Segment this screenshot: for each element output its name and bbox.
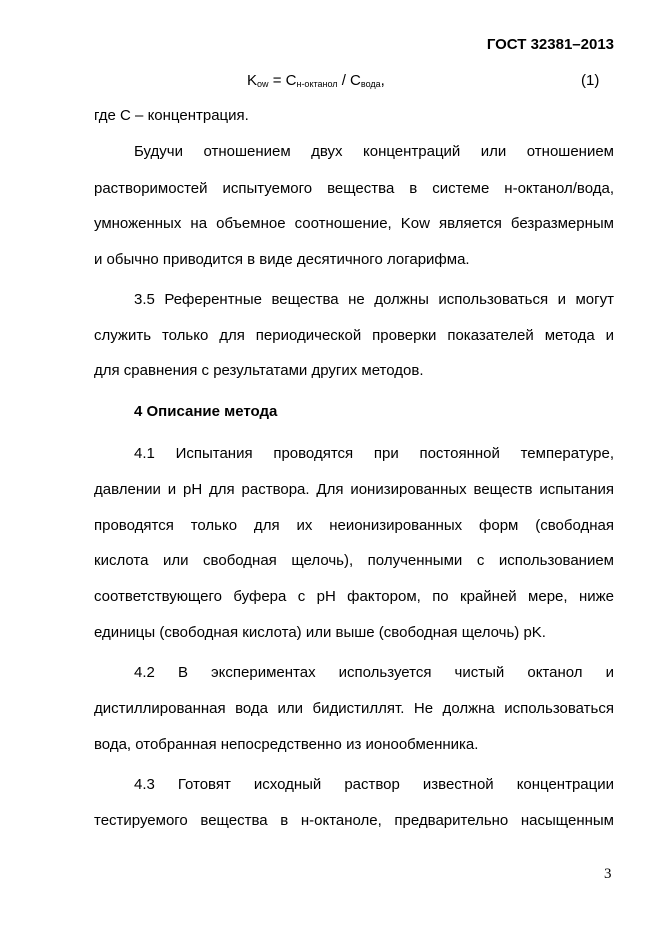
text-line: 4.1 Испытания проводятся при постоянной температуре,	[134, 445, 614, 462]
section-heading: 4 Описание метода	[134, 403, 278, 420]
text-line: кислота или свободная щелочь), полученными с использованием	[94, 552, 614, 569]
text-line: умноженных на объемное соотношение, Kow является безразмерным	[94, 215, 614, 232]
formula-tail: ,	[380, 72, 385, 89]
text-line: соответствующего буфера с pH фактором, по крайней мере, ниже	[94, 588, 614, 605]
formula	[247, 72, 385, 89]
formula-k-subscript: ow	[257, 79, 269, 89]
text-line: дистиллированная вода или бидистиллят. Не должна использоваться	[94, 700, 614, 717]
text-line: 4.3 Готовят исходный раствор известной концентрации	[134, 776, 614, 793]
formula-equals-c: = C	[268, 72, 297, 89]
text-line: Будучи отношением двух концентраций или отношением	[134, 143, 614, 160]
text-line: единицы (свободная кислота) или выше (свободная щелочь) pK.	[94, 624, 546, 641]
text-line: для сравнения с результатами других методов.	[94, 362, 424, 379]
text-line: служить только для периодической проверки показателей метода и	[94, 327, 614, 344]
formula-water-subscript: вода	[360, 79, 381, 89]
text-line: растворимостей испытуемого вещества в системе н-октанол/вода,	[94, 180, 614, 197]
text-line: где С – концентрация.	[94, 107, 249, 124]
formula-octanol-subscript: н-октанол	[296, 79, 338, 89]
text-line: 4.2 В экспериментах используется чистый октанол и	[134, 664, 614, 681]
formula-k: K	[247, 72, 258, 89]
text-line: вода, отобранная непосредственно из ионообменника.	[94, 736, 479, 753]
text-line: 3.5 Референтные вещества не должны использоваться и могут	[134, 291, 614, 308]
formula-slash-c: / C	[337, 72, 361, 89]
text-line: тестируемого вещества в н-октаноле, предварительно насыщенным	[94, 812, 614, 829]
text-line: проводятся только для их неионизированных форм (свободная	[94, 517, 614, 534]
page-number: 3	[604, 866, 612, 882]
formula-number: (1)	[581, 72, 600, 89]
text-line: и обычно приводится в виде десятичного логарифма.	[94, 251, 470, 268]
standard-header: ГОСТ 32381–2013	[486, 36, 614, 53]
text-line: давлении и pH для раствора. Для ионизированных веществ испытания	[94, 481, 614, 498]
